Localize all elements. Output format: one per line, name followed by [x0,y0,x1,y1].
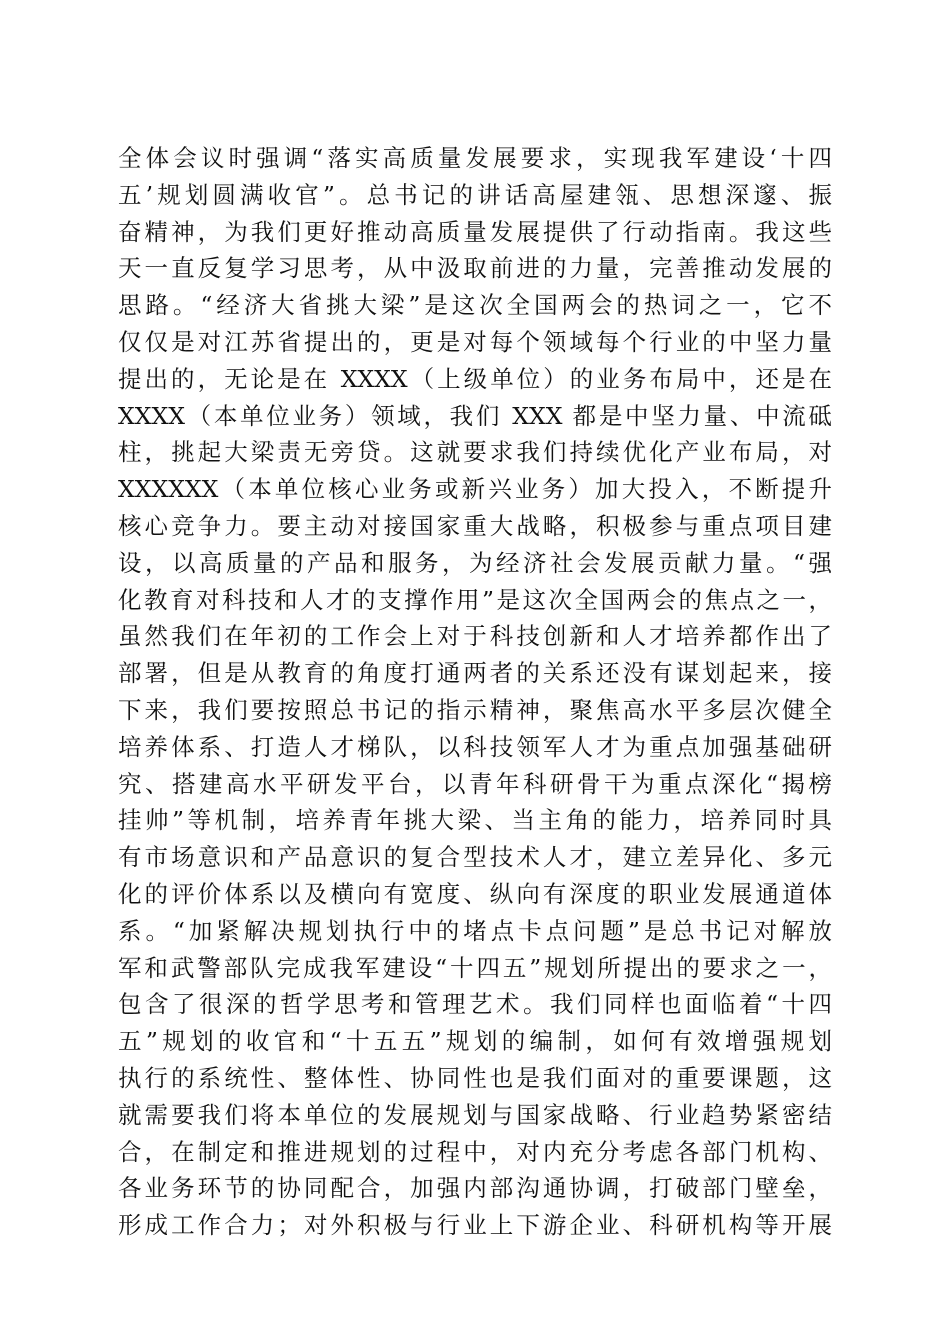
text-line-26: 执行的系统性、整体性、协同性也是我们面对的重要课题，这 [118,1063,832,1092]
text-line-28: 合，在制定和推进规划的过程中，对内充分考虑各部门机构、 [118,1137,832,1166]
text-line-14: 虽然我们在年初的工作会上对于科技创新和人才培养都作出了 [118,622,832,651]
text-line-20: 有市场意识和产品意识的复合型技术人才，建立差异化、多元 [118,843,832,872]
text-line-2: 五’规划圆满收官”。总书记的讲话高屋建瓴、思想深邃、振 [118,180,832,209]
text-line-23: 军和武警部队完成我军建设“十四五”规划所提出的要求之一， [118,953,832,982]
text-line-12: 设，以高质量的产品和服务，为经济社会发展贡献力量。“强 [118,548,832,577]
text-line-11: 核心竞争力。要主动对接国家重大战略，积极参与重点项目建 [118,511,832,540]
text-line-21: 化的评价体系以及横向有宽度、纵向有深度的职业发展通道体 [118,879,832,908]
text-line-19: 挂帅”等机制，培养青年挑大梁、当主角的能力，培养同时具 [118,806,832,835]
text-line-13: 化教育对科技和人才的支撑作用”是这次全国两会的焦点之一， [118,585,832,614]
text-line-22: 系。“加紧解决规划执行中的堵点卡点问题”是总书记对解放 [118,916,832,945]
text-line-29: 各业务环节的协同配合，加强内部沟通协调，打破部门壁垒， [118,1174,832,1203]
text-line-17: 培养体系、打造人才梯队，以科技领军人才为重点加强基础研 [118,732,832,761]
text-line-8: XXXX（本单位业务）领域，我们 XXX 都是中坚力量、中流砥 [118,401,832,430]
text-line-25: 五”规划的收官和“十五五”规划的编制，如何有效增强规划 [118,1027,832,1056]
text-line-3: 奋精神，为我们更好推动高质量发展提供了行动指南。我这些 [118,217,832,246]
text-line-24: 包含了很深的哲学思考和管理艺术。我们同样也面临着“十四 [118,990,832,1019]
text-line-1: 全体会议时强调“落实高质量发展要求，实现我军建设‘十四 [118,144,832,172]
text-line-10: XXXXXX（本单位核心业务或新兴业务）加大投入，不断提升 [118,475,832,504]
text-line-27: 就需要我们将本单位的发展规划与国家战略、行业趋势紧密结 [118,1100,832,1129]
text-line-5: 思路。“经济大省挑大梁”是这次全国两会的热词之一，它不 [118,291,832,320]
text-line-18: 究、搭建高水平研发平台，以青年科研骨干为重点深化“揭榜 [118,769,832,798]
text-line-30: 形成工作合力；对外积极与行业上下游企业、科研机构等开展 [118,1211,832,1240]
text-line-16: 下来，我们要按照总书记的指示精神，聚焦高水平多层次健全 [118,695,832,724]
text-line-6: 仅仅是对江苏省提出的，更是对每个领域每个行业的中坚力量 [118,327,832,356]
text-line-4: 天一直反复学习思考，从中汲取前进的力量，完善推动发展的 [118,254,832,283]
text-line-9: 柱，挑起大梁责无旁贷。这就要求我们持续优化产业布局，对 [118,438,832,467]
text-line-7: 提出的，无论是在 XXXX（上级单位）的业务布局中，还是在 [118,364,832,393]
body-paragraph [118,140,832,1244]
text-line-15: 部署，但是从教育的角度打通两者的关系还没有谋划起来，接 [118,659,832,688]
